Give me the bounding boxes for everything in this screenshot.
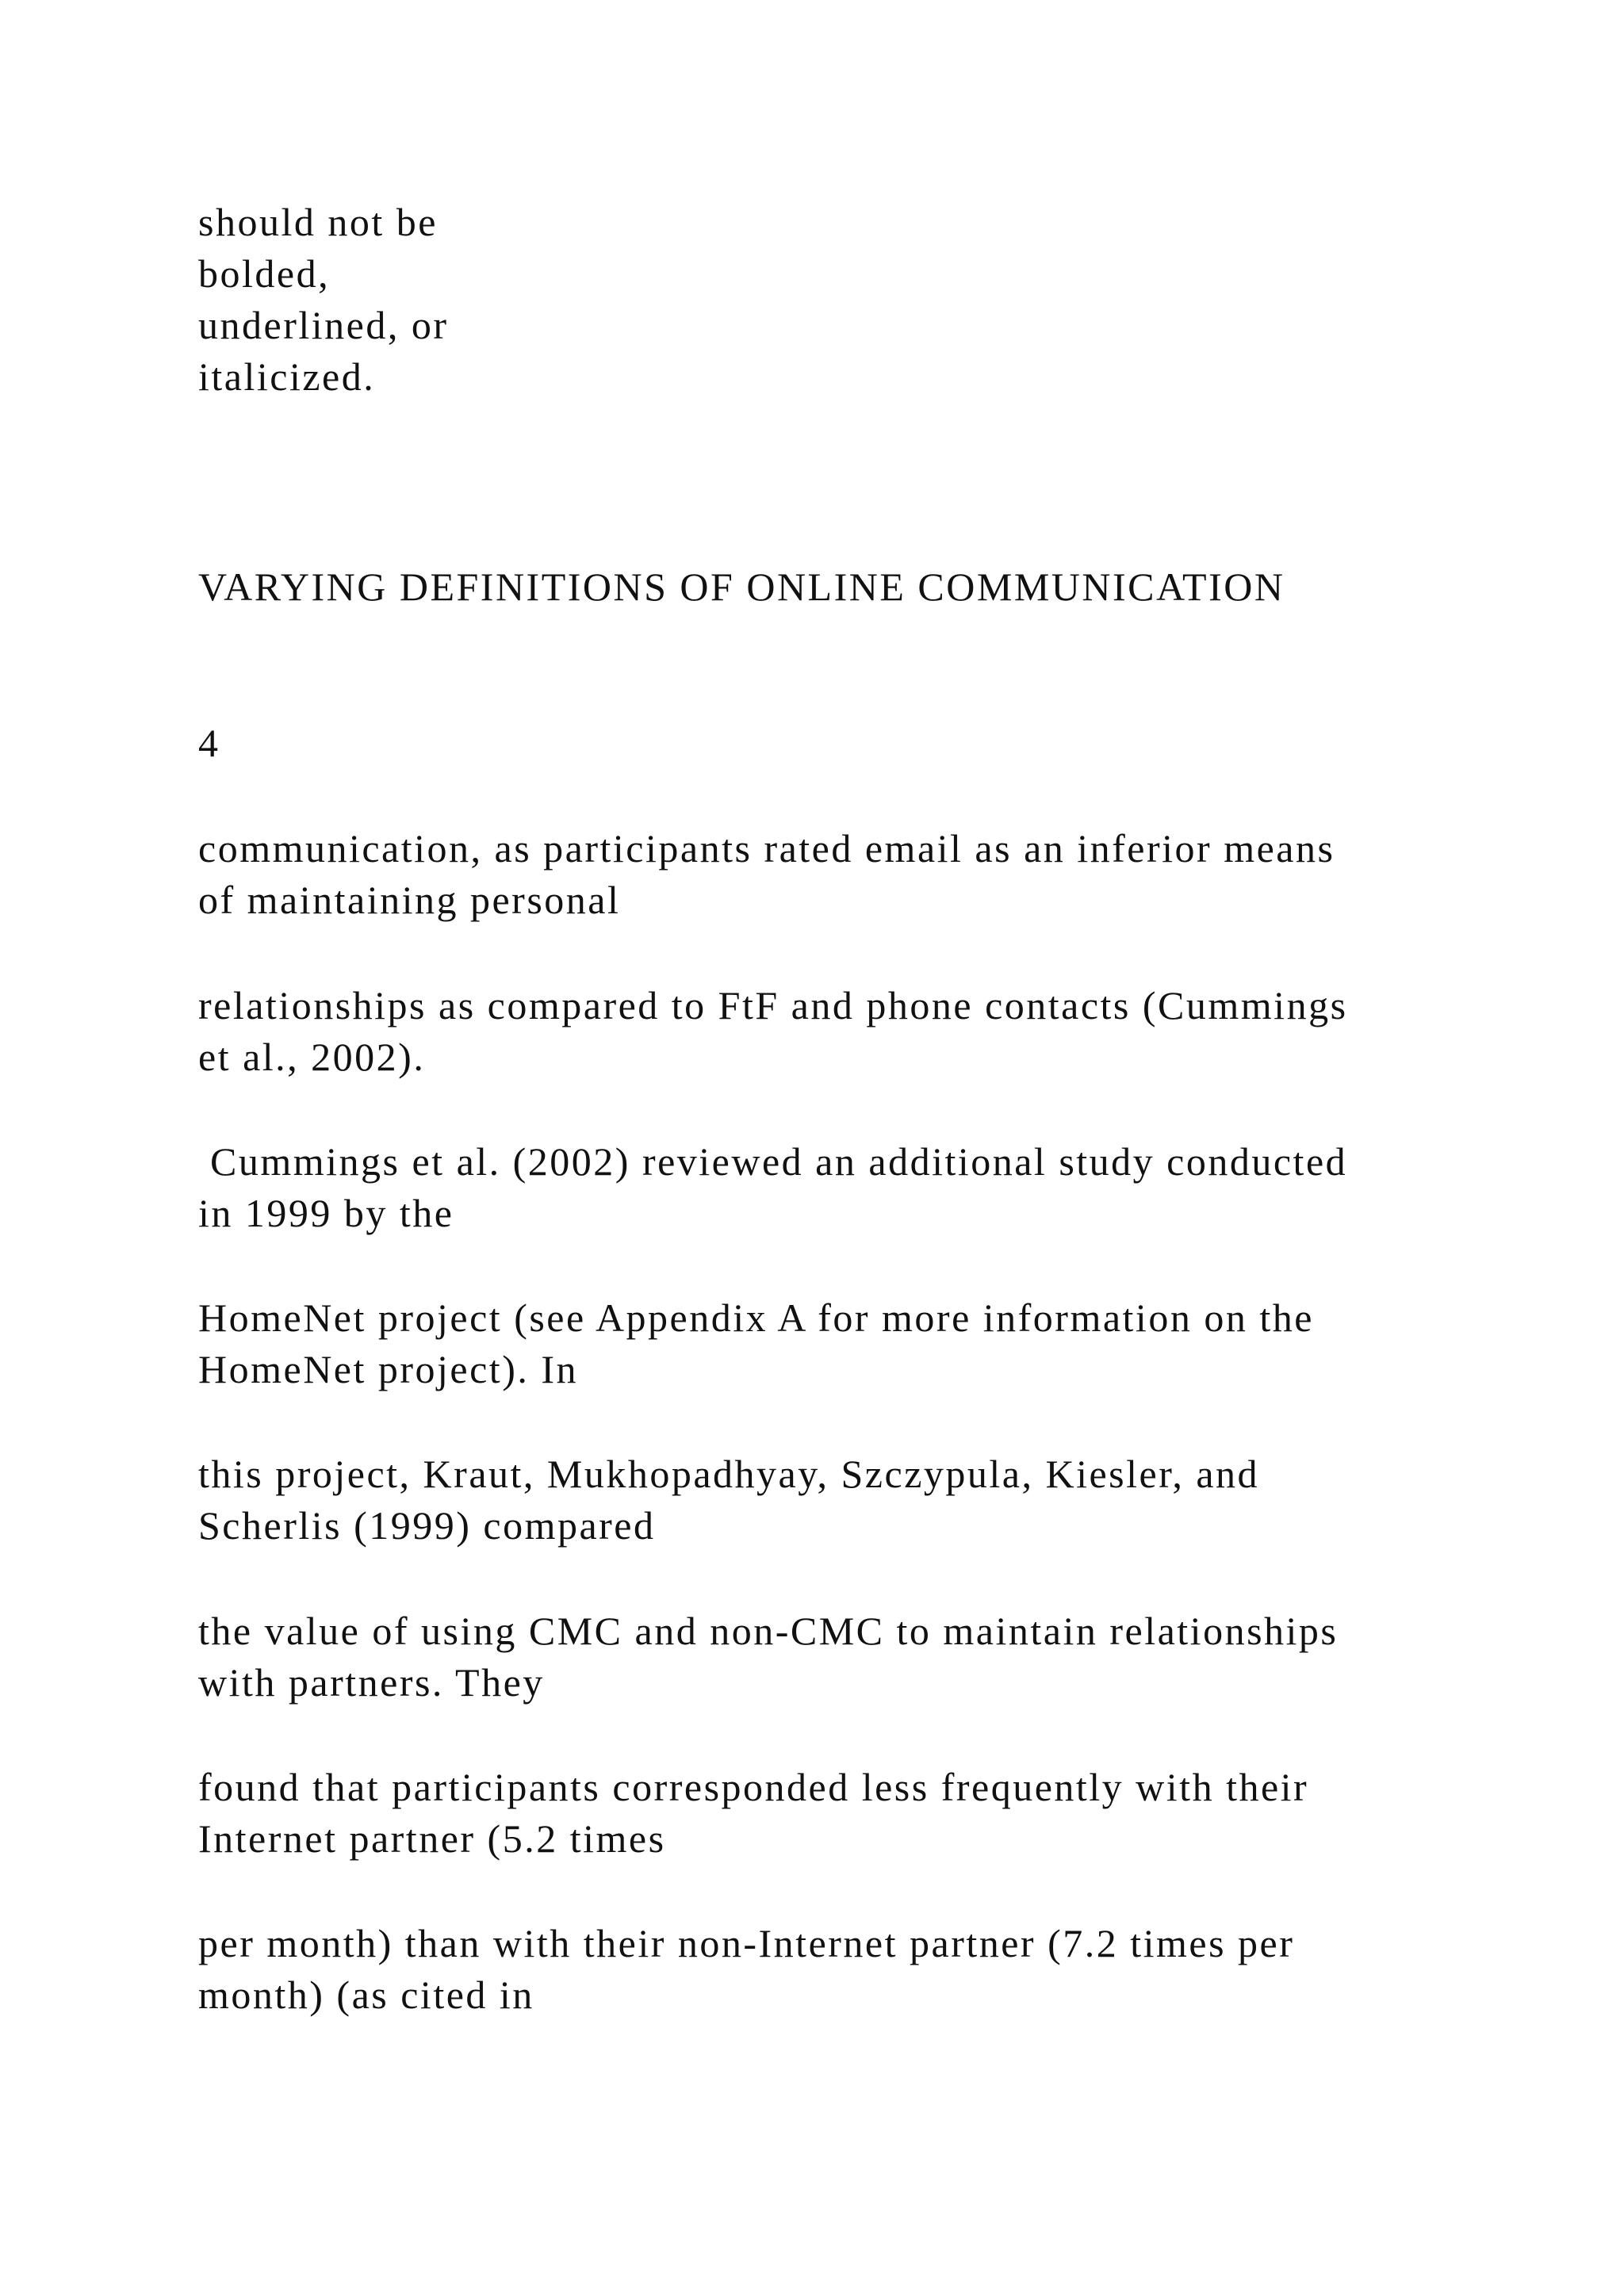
paragraph-line: per month) than with their non-Internet partner (7.2 times per <box>198 1921 1295 1965</box>
paragraph-line: found that participants corresponded less frequently with their <box>198 1765 1309 1809</box>
paragraph-line: the value of using CMC and non-CMC to maintain relationships <box>198 1609 1339 1653</box>
note-line: bolded, <box>198 251 331 296</box>
paragraph-line: relationships as compared to FtF and phone contacts (Cummings <box>198 983 1348 1027</box>
paragraph <box>198 1136 1347 1239</box>
paragraph-line: Internet partner (5.2 times <box>198 1816 666 1861</box>
paragraph-line: communication, as participants rated email as an inferior means <box>198 826 1335 871</box>
paragraph <box>198 1448 1259 1552</box>
paragraph-line: Cummings et al. (2002) reviewed an additional study conducted <box>198 1139 1348 1184</box>
paragraph-line: Scherlis (1999) compared <box>198 1503 656 1548</box>
paragraph-line: month) (as cited in <box>198 1973 534 2017</box>
page-number <box>198 718 220 769</box>
note-line: should not be <box>198 200 438 244</box>
paragraph <box>198 1918 1294 2021</box>
running-head <box>198 561 1285 613</box>
note-line: italicized. <box>198 354 376 399</box>
paragraph-line: with partners. They <box>198 1660 545 1705</box>
paragraph-line: in 1999 by the <box>198 1191 454 1235</box>
paragraph-line: this project, Kraut, Mukhopadhyay, Szczypula, Kiesler, and <box>198 1452 1260 1496</box>
paragraph <box>198 1762 1308 1865</box>
paragraph <box>198 823 1335 926</box>
page-number-text: 4 <box>198 721 220 765</box>
note-line: underlined, or <box>198 303 449 347</box>
paragraph <box>198 980 1348 1083</box>
paragraph-line: of maintaining personal <box>198 878 621 922</box>
paragraph-line: HomeNet project (see Appendix A for more information on the <box>198 1295 1314 1340</box>
paragraph <box>198 1292 1314 1395</box>
paragraph-line: HomeNet project). In <box>198 1347 579 1391</box>
paragraph <box>198 1605 1338 1709</box>
paragraph-line: et al., 2002). <box>198 1035 426 1079</box>
note-fragment <box>198 197 448 403</box>
running-head-text: VARYING DEFINITIONS OF ONLINE COMMUNICATION <box>198 564 1285 609</box>
